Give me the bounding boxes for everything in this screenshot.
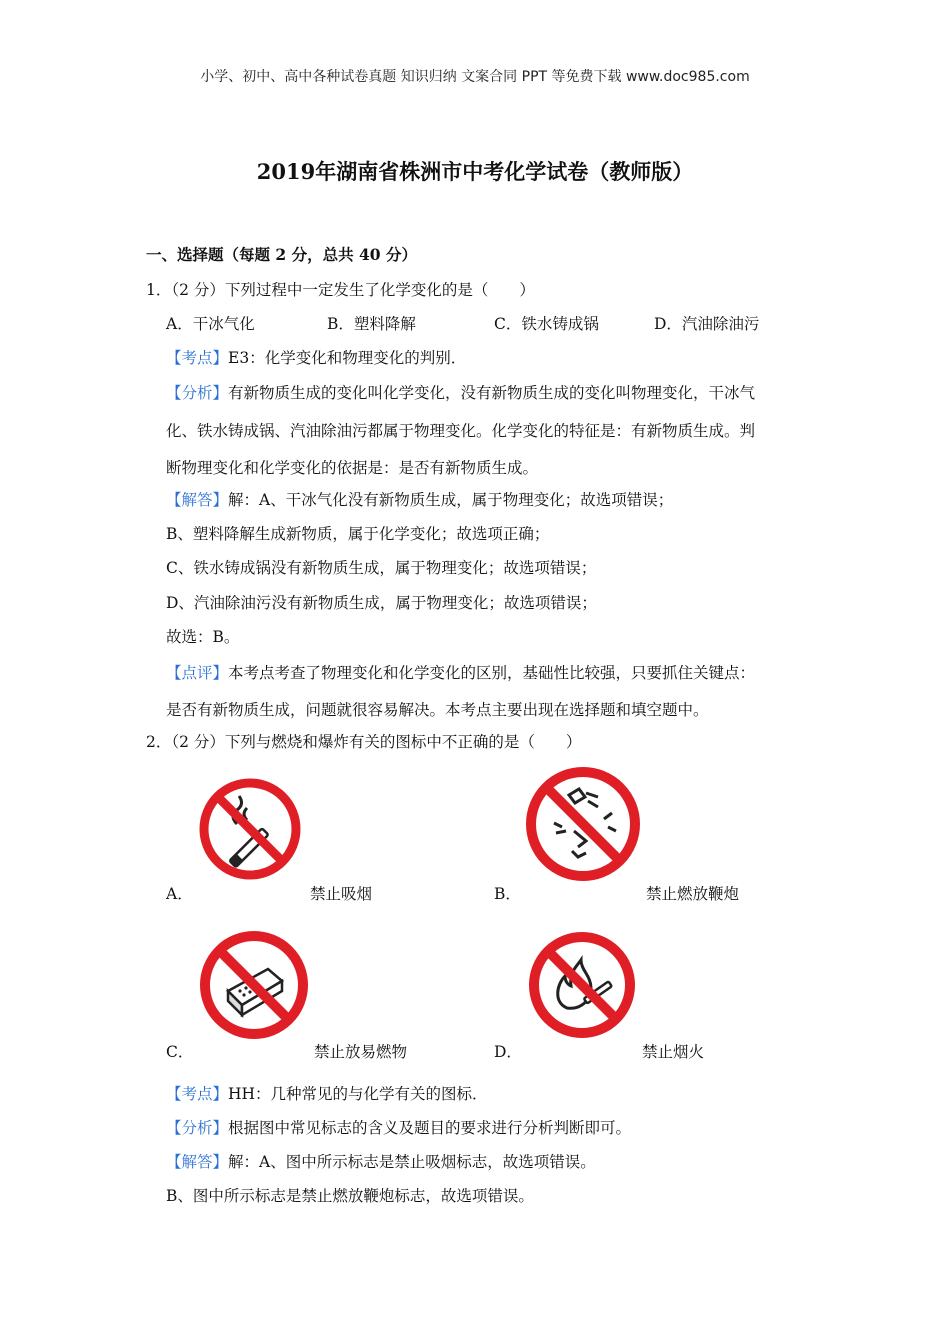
jieda-line: B、塑料降解生成新物质，属于化学变化；故选项正确； [166,525,550,543]
q2-label-d: 禁止烟火 [642,1043,705,1061]
jieda-line: 故选：B。 [166,628,240,646]
q2-label-a: 禁止吸烟 [310,885,373,903]
no-open-flame-sign [527,930,637,1040]
section-heading: 一、选择题（每题 2 分，总共 40 分） [146,245,417,264]
kaodian-text: HH：几种常见的与化学有关的图标． [228,1085,488,1103]
kaodian-tag: 【考点】 [166,349,229,367]
kaodian-text: E3：化学变化和物理变化的判别． [228,349,467,367]
fenxi-text: 根据图中常见标志的含义及题目的要求进行分析判断即可。 [228,1119,632,1137]
q2-jieda [166,1152,596,1172]
no-firecrackers-sign [524,765,642,883]
q2-kaodian [166,1084,488,1104]
jieda-line: D、汽油除油污没有新物质生成，属于物理变化；故选项错误； [166,594,597,612]
jieda-tag: 【解答】 [166,1153,229,1171]
fenxi-tag: 【分析】 [166,1119,229,1137]
q2-label-c: 禁止放易燃物 [314,1043,408,1061]
jieda-line: C、铁水铸成锅没有新物质生成，属于物理变化；故选项错误； [166,559,597,577]
q2-option-d: D． [494,1043,522,1061]
fenxi-tag: 【分析】 [166,384,229,402]
page-header: 小学、初中、高中各种试卷真题 知识归纳 文案合同 PPT 等免费下载 www.doc985.com [200,69,750,85]
jieda-tag: 【解答】 [166,491,229,509]
jieda-line: 解：A、干冰气化没有新物质生成，属于物理变化；故选项错误； [228,491,674,509]
no-flammables-sign [198,929,310,1041]
fenxi-line: 有新物质生成的变化叫化学变化，没有新物质生成的变化叫物理变化，干冰气 [228,384,756,402]
jieda-line: 解：A、图中所示标志是禁止吸烟标志，故选项错误。 [228,1153,596,1171]
q2-option-b: B． [494,885,521,903]
q2-stem: 2．（2 分）下列与燃烧和爆炸有关的图标中不正确的是（ ） [146,733,582,751]
q2-label-b: 禁止燃放鞭炮 [646,885,740,903]
q2-fenxi [166,1118,631,1138]
fenxi-line: 断物理变化和化学变化的依据是：是否有新物质生成。 [166,459,539,477]
dianping-line: 本考点考查了物理变化和化学变化的区别，基础性比较强，只要抓住关键点： [228,664,756,682]
q2-option-a: A． [166,885,193,903]
fenxi-line: 化、铁水铸成锅、汽油除油污都属于物理变化。化学变化的特征是：有新物质生成。判 [166,422,756,440]
q1-dianping [166,663,755,683]
kaodian-tag: 【考点】 [166,1085,229,1103]
q1-fenxi [166,383,755,403]
q2-option-c: C． [166,1043,194,1061]
page-title: 2019年湖南省株洲市中考化学试卷（教师版） [256,159,694,184]
jieda-line: B、图中所示标志是禁止燃放鞭炮标志，故选项错误。 [166,1187,534,1205]
q1-option-a: A．干冰气化 [166,315,255,333]
q1-stem: 1．（2 分）下列过程中一定发生了化学变化的是（ ） [146,281,535,299]
q1-option-c: C．铁水铸成锅 [494,315,599,333]
q1-kaodian [166,348,466,368]
q1-jieda [166,490,673,510]
dianping-line: 是否有新物质生成，问题就很容易解决。本考点主要出现在选择题和填空题中。 [166,701,709,719]
dianping-tag: 【点评】 [166,664,229,682]
no-smoking-sign [197,776,303,882]
q1-option-b: B．塑料降解 [327,315,416,333]
q1-option-d: D．汽油除油污 [654,315,760,333]
